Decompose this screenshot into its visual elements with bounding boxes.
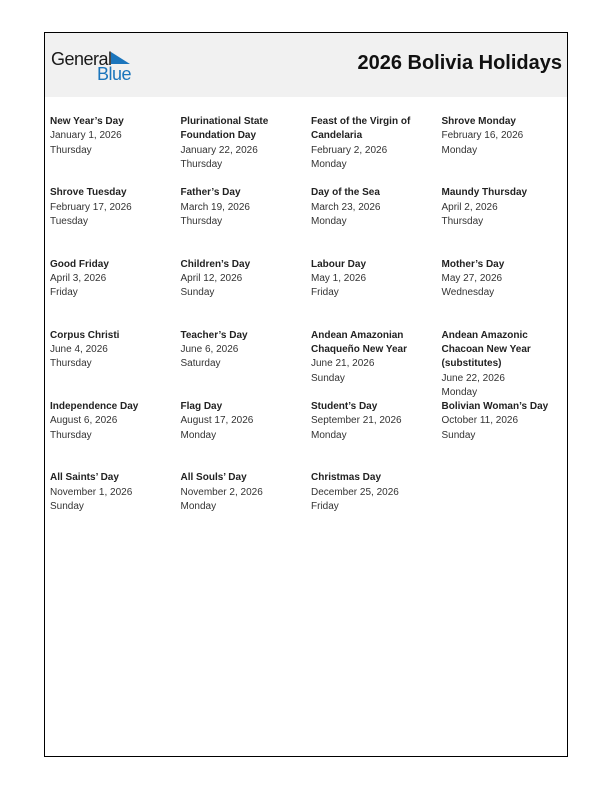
holiday-date: November 1, 2026 <box>50 486 133 498</box>
holiday-name: Andean Amazonic Chacoan New Year (substitutes) <box>441 329 531 370</box>
holiday-weekday: Monday <box>180 501 217 513</box>
holiday-name: Maundy Thursday <box>441 187 528 199</box>
holiday-item <box>181 471 312 542</box>
holiday-date: January 1, 2026 <box>50 130 122 142</box>
holiday-item <box>442 329 573 400</box>
holiday-name: Shrove Monday <box>441 116 516 127</box>
holiday-item <box>181 258 312 329</box>
logo-text-blue: Blue <box>97 64 132 84</box>
holiday-item <box>50 115 181 186</box>
holiday-name: Corpus Christi <box>50 329 120 341</box>
holiday-name: Labour Day <box>311 258 367 270</box>
holiday-date: June 22, 2026 <box>441 372 505 384</box>
holiday-name: Good Friday <box>50 258 109 270</box>
holiday-date: October 11, 2026 <box>441 415 519 427</box>
holiday-item <box>181 115 312 186</box>
holiday-item <box>311 400 442 471</box>
holiday-date: April 12, 2026 <box>180 272 243 284</box>
holiday-item <box>442 258 573 329</box>
holiday-weekday: Thursday <box>50 429 92 441</box>
holiday-item <box>311 115 442 186</box>
holiday-date: December 25, 2026 <box>311 486 399 498</box>
holiday-name: Bolivian Woman’s Day <box>441 401 549 413</box>
holiday-name: Christmas Day <box>311 472 382 484</box>
holiday-item <box>50 471 181 542</box>
holiday-name: All Saints’ Day <box>50 472 119 484</box>
holiday-weekday: Monday <box>311 429 347 441</box>
holiday-weekday: Monday <box>311 215 347 227</box>
holiday-date: June 21, 2026 <box>311 358 375 370</box>
holiday-date: September 21, 2026 <box>311 415 402 427</box>
holiday-name: Plurinational State Foundation Day <box>180 116 269 142</box>
holiday-name: Student’s Day <box>311 401 378 413</box>
holiday-item <box>50 329 181 400</box>
holiday-name: Day of the Sea <box>311 187 380 199</box>
holiday-date: February 16, 2026 <box>441 130 524 142</box>
logo-triangle-icon <box>111 52 130 64</box>
holiday-date: February 2, 2026 <box>311 144 388 156</box>
holiday-item <box>442 400 573 471</box>
holiday-name: Shrove Tuesday <box>50 187 127 199</box>
holiday-weekday: Thursday <box>441 215 484 227</box>
holiday-name: Teacher’s Day <box>180 329 248 341</box>
holiday-item <box>181 186 312 257</box>
holiday-item <box>50 258 181 329</box>
holiday-weekday: Monday <box>311 158 347 170</box>
holiday-item <box>50 400 181 471</box>
holiday-weekday: Monday <box>441 144 478 156</box>
holiday-weekday: Sunday <box>441 429 476 441</box>
holiday-date: February 17, 2026 <box>50 201 132 213</box>
holiday-date: June 4, 2026 <box>50 344 108 356</box>
holiday-weekday: Monday <box>180 429 217 441</box>
holiday-date: March 19, 2026 <box>180 201 250 213</box>
holiday-weekday: Monday <box>441 387 478 399</box>
holiday-weekday: Thursday <box>180 215 223 227</box>
holiday-name: All Souls’ Day <box>180 472 247 484</box>
holiday-date: March 23, 2026 <box>311 201 381 213</box>
holiday-date: May 1, 2026 <box>311 272 367 284</box>
holiday-name: New Year’s Day <box>50 116 124 127</box>
holiday-date: April 2, 2026 <box>441 201 498 213</box>
holiday-item <box>311 258 442 329</box>
holiday-item <box>311 186 442 257</box>
holiday-weekday: Thursday <box>50 144 92 156</box>
holiday-date: August 6, 2026 <box>50 415 118 427</box>
holiday-name: Father’s Day <box>180 187 241 199</box>
holiday-date: January 22, 2026 <box>180 144 258 156</box>
holiday-item <box>311 329 442 400</box>
holiday-item <box>181 329 312 400</box>
holiday-name: Flag Day <box>180 401 223 413</box>
holiday-weekday: Sunday <box>311 372 345 384</box>
holiday-name: Independence Day <box>50 401 139 413</box>
holiday-weekday: Thursday <box>180 158 223 170</box>
holiday-date: April 3, 2026 <box>50 272 107 284</box>
holiday-item <box>181 400 312 471</box>
holiday-weekday: Thursday <box>50 358 92 370</box>
logo-text-general: General <box>51 49 112 69</box>
general-blue-logo <box>51 49 141 85</box>
holiday-name: Mother’s Day <box>441 258 505 270</box>
holiday-item <box>50 186 181 257</box>
holiday-item <box>311 471 442 542</box>
holiday-date: August 17, 2026 <box>180 415 254 427</box>
holiday-weekday: Tuesday <box>50 215 88 227</box>
holiday-grid <box>50 115 572 543</box>
holiday-name: Children’s Day <box>180 258 251 270</box>
holiday-item <box>442 115 573 186</box>
holiday-weekday: Wednesday <box>441 287 495 299</box>
holiday-weekday: Saturday <box>180 358 221 370</box>
holiday-date: May 27, 2026 <box>441 272 503 284</box>
holiday-date: June 6, 2026 <box>180 344 239 356</box>
page-title: 2026 Bolivia Holidays <box>357 52 562 74</box>
holiday-weekday: Friday <box>311 501 339 513</box>
holiday-date: November 2, 2026 <box>180 486 263 498</box>
page <box>44 32 568 757</box>
holiday-weekday: Friday <box>311 287 339 299</box>
holiday-weekday: Friday <box>50 287 78 299</box>
header <box>45 33 567 97</box>
holiday-name: Feast of the Virgin of Candelaria <box>311 116 411 142</box>
holiday-weekday: Sunday <box>50 501 84 513</box>
holiday-weekday: Sunday <box>180 287 215 299</box>
holiday-name: Andean Amazonian Chaqueño New Year <box>311 329 407 356</box>
holiday-item <box>442 186 573 257</box>
